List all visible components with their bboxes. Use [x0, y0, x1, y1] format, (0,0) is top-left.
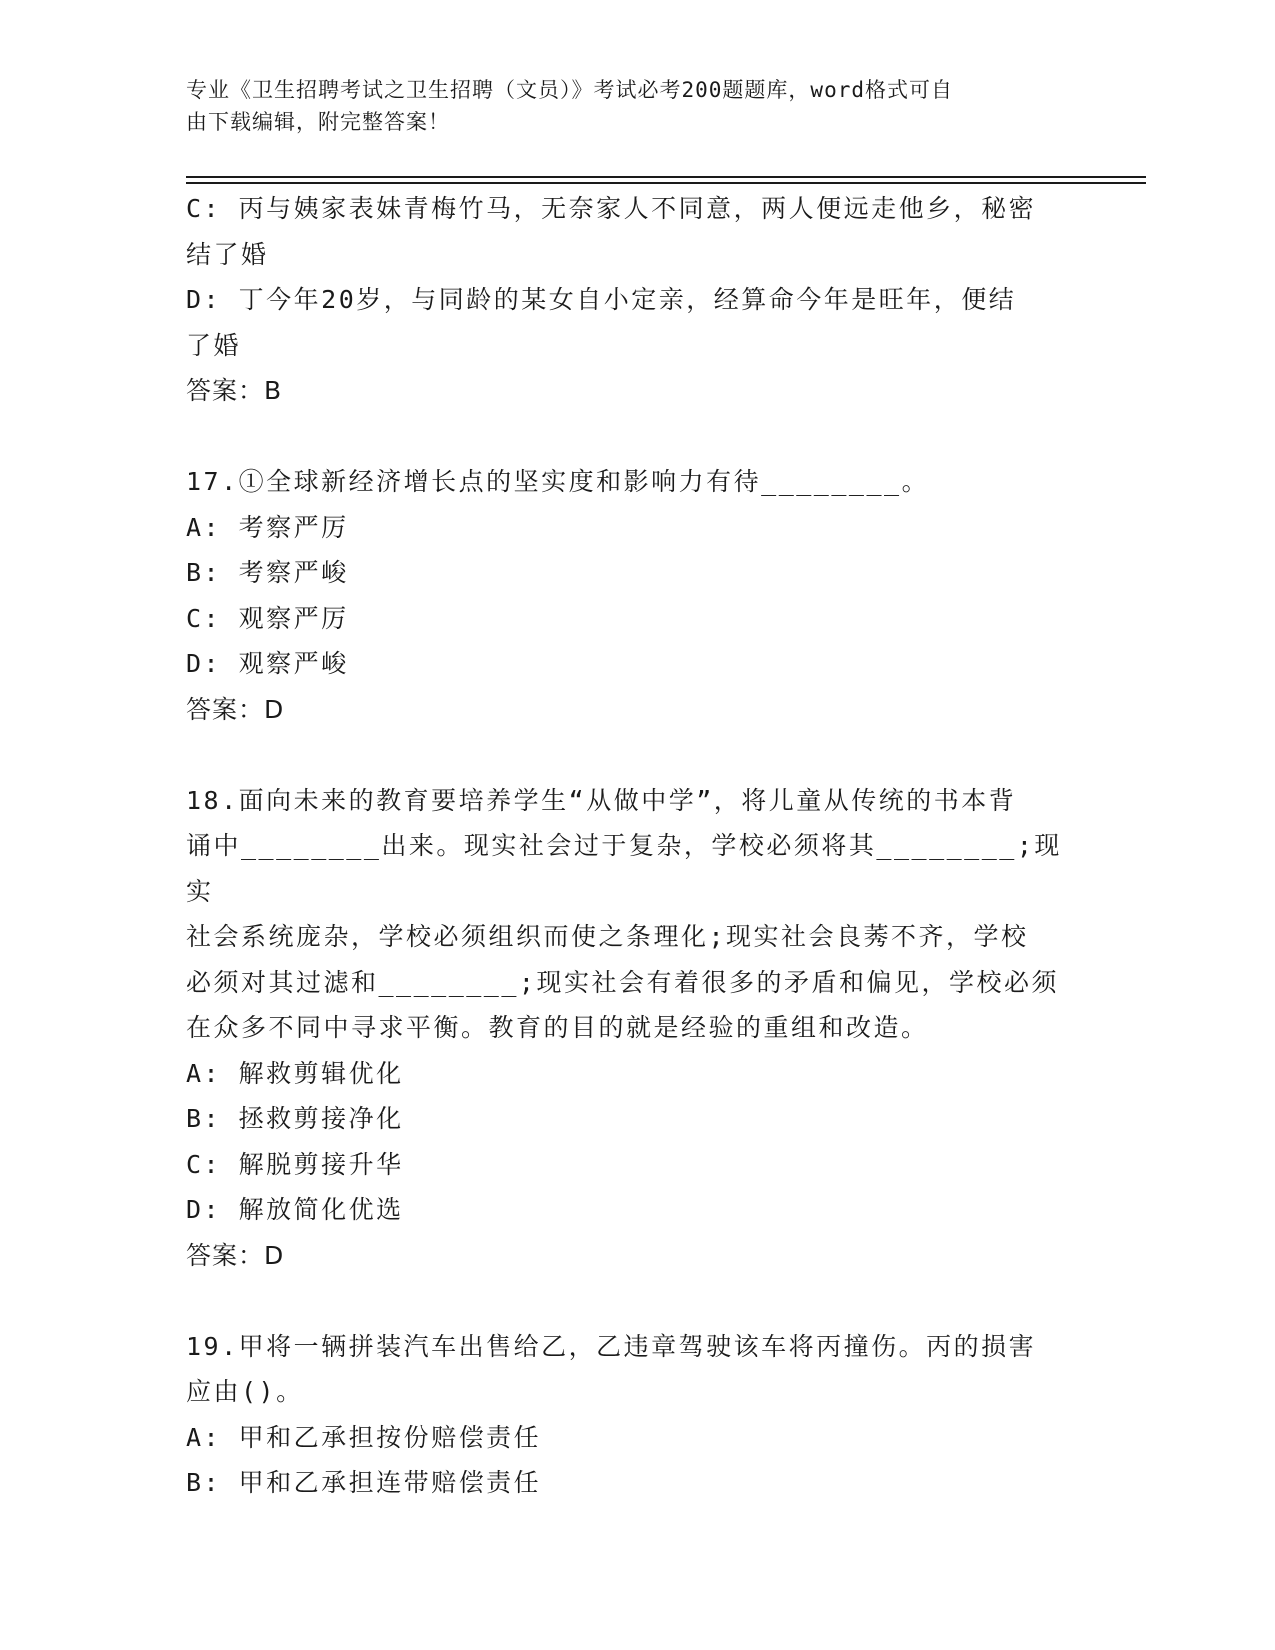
question-spacer	[186, 414, 1066, 460]
question-stem-continued: 社会系统庞杂，学校必须组织而使之条理化;现实社会良莠不齐，学校	[186, 922, 1029, 951]
option-c: C: 解脱剪接升华	[186, 1149, 404, 1179]
document-header	[186, 74, 1066, 138]
question-stem: 17.①全球新经济增长点的坚实度和影响力有待________。	[186, 467, 930, 496]
option-c-continued: 结了婚	[186, 239, 269, 269]
question-spacer	[186, 732, 1066, 778]
question-19	[186, 1324, 1066, 1506]
header-divider-bottom	[186, 182, 1146, 184]
question-list	[186, 186, 1066, 1506]
question-18	[186, 778, 1066, 1279]
option-c: C: 丙与姨家表妹青梅竹马，无奈家人不同意，两人便远走他乡，秘密	[186, 194, 1037, 223]
header-divider-top	[186, 176, 1146, 178]
option-d: D: 丁今年20岁，与同龄的某女自小定亲，经算命今年是旺年，便结	[186, 285, 1017, 314]
option-a: A: 解救剪辑优化	[186, 1058, 404, 1088]
option-b: B: 考察严峻	[186, 558, 349, 587]
header-title-line-1: 专业《卫生招聘考试之卫生招聘（文员）》考试必考200题题库，word格式可自	[186, 78, 953, 102]
option-a: A: 考察严厉	[186, 512, 349, 542]
question-stem-continued: 诵中________出来。现实社会过于复杂，学校必须将其________;现实	[186, 831, 1062, 906]
answer-line: 答案：D	[186, 1240, 285, 1270]
question-stem: 19.甲将一辆拼装汽车出售给乙，乙违章驾驶该车将丙撞伤。丙的损害	[186, 1331, 1037, 1361]
option-c: C: 观察严厉	[186, 603, 349, 633]
question-stem-continued: 在众多不同中寻求平衡。教育的目的就是经验的重组和改造。	[186, 1013, 929, 1042]
question-17	[186, 459, 1066, 732]
option-a: A: 甲和乙承担按份赔偿责任	[186, 1422, 542, 1452]
option-d-continued: 了婚	[186, 330, 242, 360]
option-b: B: 甲和乙承担连带赔偿责任	[186, 1468, 542, 1497]
question-stem-continued: 应由()。	[186, 1377, 304, 1406]
question-stem-continued: 必须对其过滤和________;现实社会有着很多的矛盾和偏见，学校必须	[186, 967, 1059, 997]
question-stem: 18.面向未来的教育要培养学生“从做中学”，将儿童从传统的书本背	[186, 785, 1017, 815]
option-d: D: 解放简化优选	[186, 1195, 404, 1224]
answer-line: 答案：B	[186, 376, 283, 405]
option-d: D: 观察严峻	[186, 649, 349, 678]
answer-line: 答案：D	[186, 694, 285, 724]
question-16-tail	[186, 186, 1066, 414]
option-b: B: 拯救剪接净化	[186, 1104, 404, 1133]
question-spacer	[186, 1278, 1066, 1324]
header-title-line-2: 由下载编辑，附完整答案！	[186, 110, 450, 134]
